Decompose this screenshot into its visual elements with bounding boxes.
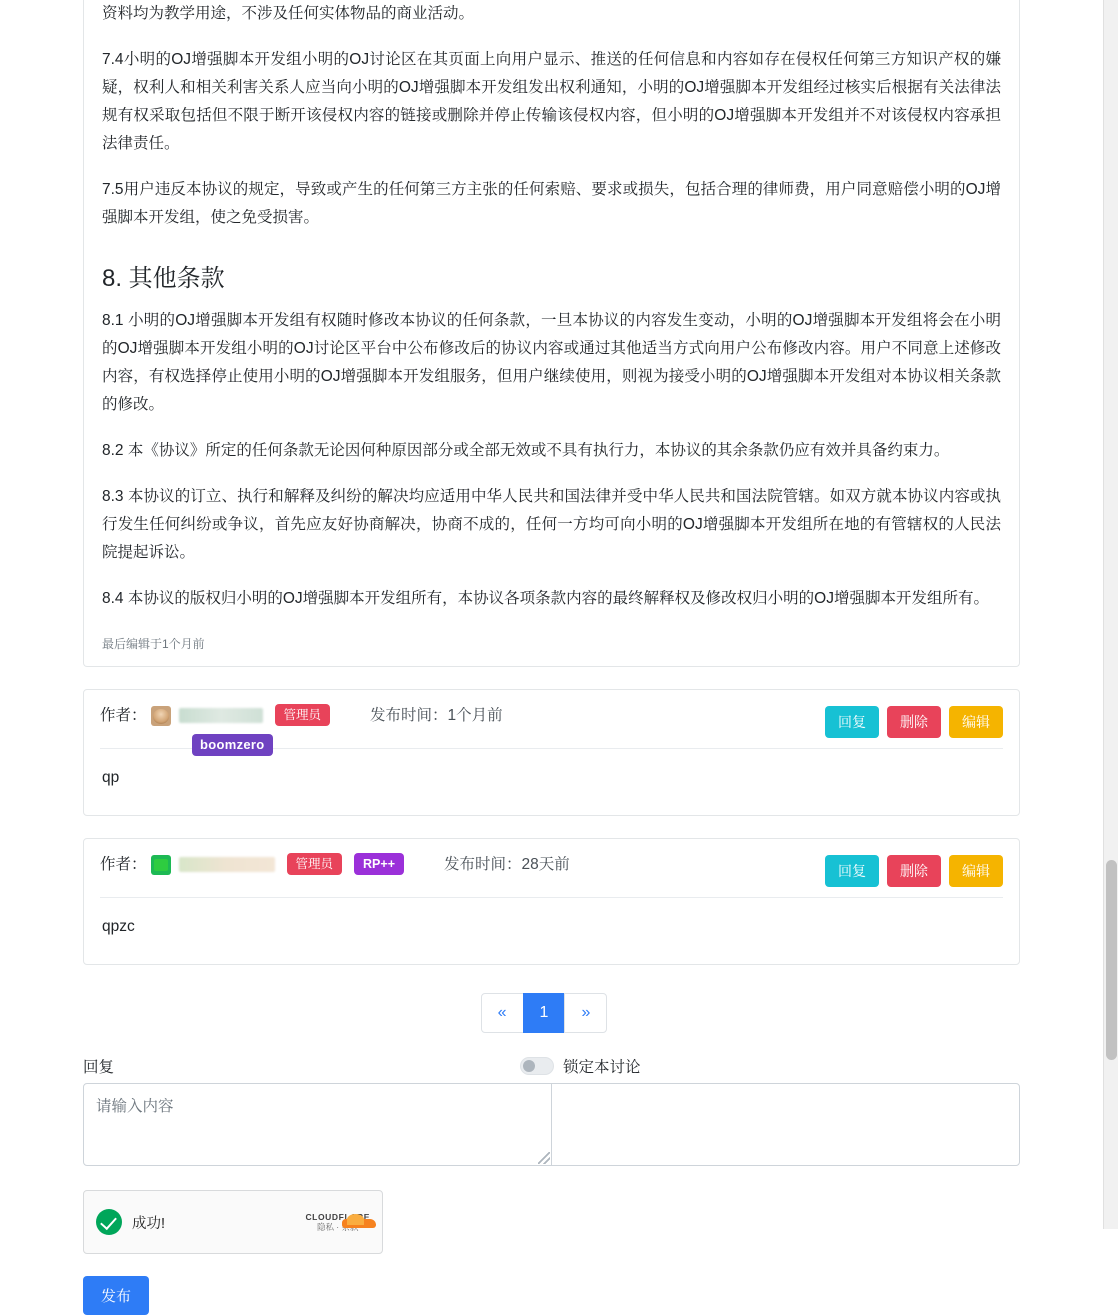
comment-card — [83, 838, 1020, 965]
lock-discussion-label: 锁定本讨论 — [563, 1059, 641, 1076]
comment-header — [84, 839, 1019, 897]
comment-card — [83, 689, 1020, 816]
comment-actions — [825, 706, 1003, 738]
reply-title: 回复 — [83, 1059, 115, 1076]
author-label: 作者： — [100, 707, 147, 724]
delete-button[interactable]: 删除 — [887, 855, 941, 887]
pagination — [0, 993, 1103, 1033]
page-scrollbar[interactable] — [1103, 0, 1118, 1229]
status-badge: 管理员 — [275, 704, 331, 726]
reply-editor — [83, 1083, 1020, 1166]
turnstile-status-text: 成功! — [132, 1215, 166, 1232]
reply-section — [83, 1055, 1020, 1166]
article-paragraph: 资料均为教学用途，不涉及任何实体物品的商业活动。 — [102, 5, 475, 22]
edit-button[interactable]: 编辑 — [949, 706, 1003, 738]
comment-body: qp — [102, 769, 120, 786]
pagination-page-1[interactable]: 1 — [523, 993, 566, 1033]
reply-input-placeholder: 请输入内容 — [96, 1098, 174, 1115]
post-time-label: 发布时间：1个月前 — [370, 707, 503, 724]
avatar — [151, 706, 171, 726]
user-title-badge: boomzero — [192, 734, 273, 756]
article-paragraph: 8.3 本协议的订立、执行和解释及纠纷的解决均应适用中华人民共和国法律并受中华人民共和国法院管辖。如双方就本协议内容或执行发生任何纠纷或争议，首先应友好协商解决，协商不成的，任何一方均可向小明的OJ增强脚本开发组所在地的有管辖权的人民法院提起诉讼。 — [102, 488, 1001, 561]
edit-button[interactable]: 编辑 — [949, 855, 1003, 887]
reply-input[interactable] — [84, 1084, 552, 1165]
article-paragraph: 7.4小明的OJ增强脚本开发组小明的OJ讨论区在其页面上向用户显示、推送的任何信息和内容如存在侵权任何第三方知识产权的嫌疑，权利人和相关利害关系人应当向小明的OJ增强脚本开发组发出权利通知，小明的OJ增强脚本开发组经过核实后根据有关法律法规有权采取包括但不限于断开该侵权内容的链接或删除并停止传输该侵权内容，但小明的OJ增强脚本开发组并不对该侵权内容承担法律责任。 — [102, 51, 1001, 152]
article-paragraph: 8.1 小明的OJ增强脚本开发组有权随时修改本协议的任何条款，一旦本协议的内容发生变动，小明的OJ增强脚本开发组将会在小明的OJ增强脚本开发组小明的OJ讨论区平台中公布修改后的协议内容或通过其他适当方式向用户公布修改内容。用户不同意上述修改内容，有权选择停止使用小明的OJ增强脚本开发组服务，但用户继续使用，则视为接受小明的OJ增强脚本开发组对本协议相关条款的修改。 — [102, 312, 1001, 413]
lock-discussion-control — [520, 1055, 641, 1077]
publish-button[interactable]: 发布 — [83, 1276, 149, 1315]
pagination-next[interactable]: » — [564, 993, 607, 1033]
last-edited-note: 最后编辑于1个月前 — [102, 637, 205, 651]
comment-actions — [825, 855, 1003, 887]
success-check-icon — [96, 1209, 122, 1235]
comment-header — [84, 690, 1019, 752]
author-name-redacted — [179, 708, 263, 723]
article-card — [83, 0, 1020, 667]
reply-header — [83, 1055, 1020, 1077]
author-name-redacted — [179, 857, 275, 872]
avatar — [151, 855, 171, 875]
user-title-badge: RP++ — [354, 853, 404, 875]
article-paragraph: 7.5用户违反本协议的规定，导致或产生的任何第三方主张的任何索赔、要求或损失，包括合理的律师费，用户同意赔偿小明的OJ增强脚本开发组，使之免受损害。 — [102, 181, 1001, 226]
post-time-label: 发布时间：28天前 — [444, 856, 570, 873]
reply-button[interactable]: 回复 — [825, 706, 879, 738]
section-title: 8. 其他条款 — [102, 265, 225, 292]
cloudflare-turnstile-widget[interactable] — [83, 1190, 383, 1254]
turnstile-links[interactable]: 隐私 · 条款 — [316, 1222, 359, 1232]
comment-body: qpzc — [102, 918, 135, 935]
lock-discussion-toggle[interactable] — [520, 1057, 554, 1075]
delete-button[interactable]: 删除 — [887, 706, 941, 738]
author-label: 作者： — [100, 856, 147, 873]
pagination-prev[interactable]: « — [481, 993, 524, 1033]
article-paragraph: 8.4 本协议的版权归小明的OJ增强脚本开发组所有，本协议各项条款内容的最终解释权及修改权归小明的OJ增强脚本开发组所有。 — [102, 590, 989, 607]
reply-button[interactable]: 回复 — [825, 855, 879, 887]
article-paragraph: 8.2 本《协议》所定的任何条款无论因何种原因部分或全部无效或不具有执行力，本协议的其余条款仍应有效并具备约束力。 — [102, 442, 950, 459]
reply-preview-pane — [552, 1084, 1019, 1165]
scrollbar-thumb[interactable] — [1106, 860, 1117, 1060]
cloudflare-wordmark: CLOUDFLARE — [305, 1211, 370, 1222]
resize-handle[interactable] — [538, 1152, 550, 1164]
status-badge: 管理员 — [287, 853, 343, 875]
